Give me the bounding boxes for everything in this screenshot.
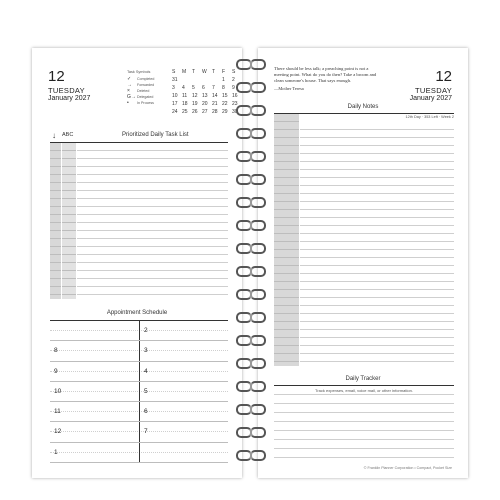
weekday: TUESDAY <box>48 86 85 95</box>
legend-title: Task Symbols <box>127 70 151 74</box>
calendar-weekday: W <box>202 69 207 75</box>
appointment-row[interactable] <box>50 443 228 463</box>
column-divider <box>139 321 140 340</box>
daily-tracker-area[interactable] <box>274 385 454 466</box>
calendar-day: 2 <box>232 77 235 83</box>
appointment-row[interactable] <box>50 422 228 442</box>
calendar-day: 1 <box>222 77 225 83</box>
column-divider <box>139 382 140 401</box>
calendar-day: 5 <box>192 85 195 91</box>
legend-label: Delegated <box>137 95 154 99</box>
daily-notes-title: Daily Notes <box>347 104 379 110</box>
calendar-weekday: T <box>212 69 216 75</box>
spiral-ring <box>234 127 266 137</box>
calendar-day: 22 <box>222 101 228 107</box>
cross-icon: × <box>127 88 130 94</box>
hour-label: 11 <box>54 408 61 416</box>
calendar-day: 18 <box>182 101 188 107</box>
weekday: TUESDAY <box>415 86 452 95</box>
right-planner-page <box>258 48 468 478</box>
quote-text: There should be less talk; a preaching point is not a meeting point. What do you do then? Take a broom and clean someone's house. That says enough. <box>274 66 377 83</box>
appointment-row[interactable] <box>50 402 228 422</box>
spiral-ring <box>234 219 266 229</box>
calendar-day: 6 <box>202 85 205 91</box>
spiral-ring <box>234 58 266 68</box>
column-divider <box>139 341 140 360</box>
calendar-day: 25 <box>182 109 188 115</box>
calendar-day <box>182 76 192 84</box>
calendar-week <box>172 100 242 108</box>
calendar-day: 9 <box>232 85 235 91</box>
calendar-day: 17 <box>172 101 178 107</box>
calendar-day: 4 <box>182 85 185 91</box>
calendar-day: 26 <box>192 109 198 115</box>
column-divider <box>139 443 140 462</box>
arrow-right-icon: → <box>127 82 132 88</box>
calendar-day: 10 <box>172 93 178 99</box>
day-number: 12 <box>48 68 65 85</box>
day-number: 12 <box>435 68 452 85</box>
task-list-area[interactable] <box>50 142 228 301</box>
spiral-ring <box>234 426 266 436</box>
priority-abc-label: ABC <box>62 132 74 138</box>
calendar-weekday: F <box>222 69 226 75</box>
calendar-day <box>202 76 212 84</box>
calendar-weekday: S <box>232 69 236 75</box>
delegate-icon: G→ <box>127 94 136 100</box>
calendar-day: 20 <box>202 101 208 107</box>
legend-label: Deleted <box>137 89 150 93</box>
appointment-schedule[interactable] <box>50 320 228 463</box>
daily-notes-area[interactable] <box>274 113 454 366</box>
spiral-ring <box>234 311 266 321</box>
calendar-day: 12 <box>192 93 198 99</box>
hour-label: 12 <box>54 428 62 436</box>
column-divider <box>139 422 140 441</box>
calendar-weekday: M <box>182 69 187 75</box>
spiral-ring <box>234 196 266 206</box>
hour-label: 4 <box>144 367 148 375</box>
calendar-day: 16 <box>232 93 238 99</box>
left-planner-page <box>32 48 242 478</box>
spiral-ring <box>234 449 266 459</box>
daily-tracker-title: Daily Tracker <box>345 376 381 382</box>
calendar-day: 14 <box>212 93 218 99</box>
spiral-ring <box>234 265 266 275</box>
task-symbols-legend <box>127 70 173 106</box>
spiral-ring <box>234 150 266 160</box>
hour-label: 2 <box>144 327 148 334</box>
dot-icon: • <box>127 100 129 106</box>
month-year: January 2027 <box>48 95 91 102</box>
calendar-day: 29 <box>222 109 228 115</box>
calendar-day: 11 <box>182 93 188 99</box>
calendar-weekday: S <box>172 69 176 75</box>
calendar-day <box>212 76 222 84</box>
calendar-week <box>172 92 242 100</box>
quote-author: —Mother Teresa <box>274 86 304 91</box>
spiral-ring <box>234 403 266 413</box>
priority-column <box>62 143 76 299</box>
appointment-schedule-title: Appointment Schedule <box>106 310 168 316</box>
calendar-week <box>172 108 242 116</box>
calendar-week <box>172 76 242 84</box>
daily-quote <box>274 66 382 92</box>
tracker-instructions: Track expenses, email, voice mail, or other information. <box>274 388 454 393</box>
column-divider <box>139 402 140 421</box>
day-info: 12th Day · 353 Left · Week 2 <box>405 115 454 119</box>
calendar-day: 19 <box>192 101 198 107</box>
calendar-day: 23 <box>232 101 238 107</box>
spiral-ring <box>234 334 266 344</box>
hour-label: 3 <box>144 347 148 355</box>
calendar-day: 21 <box>212 101 218 107</box>
legend-label: Forwarded <box>137 83 155 87</box>
calendar-day: 31 <box>172 77 178 83</box>
calendar-weekday: T <box>192 69 196 75</box>
appointment-row[interactable] <box>50 341 228 361</box>
spiral-ring <box>234 357 266 367</box>
spiral-ring <box>234 242 266 252</box>
spiral-binding <box>234 58 266 478</box>
hour-label: 1 <box>54 448 58 456</box>
calendar-day: 13 <box>202 93 208 99</box>
copyright-footer: © Franklin Planner Corporation • Compact, Pocket Size <box>363 466 452 470</box>
notes-margin-column <box>274 114 299 366</box>
appointment-row[interactable] <box>50 362 228 382</box>
calendar-day: 8 <box>222 85 225 91</box>
spiral-ring <box>234 81 266 91</box>
month-year: January 2027 <box>409 95 452 102</box>
appointment-row[interactable] <box>50 382 228 402</box>
calendar-day: 3 <box>172 85 175 91</box>
arrow-down-icon: ↓ <box>52 131 56 140</box>
legend-label: Completed <box>137 77 155 81</box>
legend-row <box>127 100 173 106</box>
calendar-day: 28 <box>212 109 218 115</box>
hour-label: 5 <box>144 387 148 395</box>
hour-label: 6 <box>144 408 148 416</box>
task-list-title: Prioritized Daily Task List <box>122 132 189 138</box>
spiral-ring <box>234 173 266 183</box>
hour-label: 8 <box>54 347 58 355</box>
check-icon: ✓ <box>127 76 132 82</box>
column-divider <box>139 362 140 381</box>
spiral-ring <box>234 380 266 390</box>
task-list-header <box>48 132 228 140</box>
task-lines[interactable] <box>77 143 228 299</box>
hour-label: 9 <box>54 367 58 375</box>
hour-label: 10 <box>54 387 62 395</box>
calendar-day: 24 <box>172 109 178 115</box>
legend-label: In Process <box>137 101 154 105</box>
calendar-day: 15 <box>222 93 228 99</box>
hour-label: 7 <box>144 428 148 436</box>
calendar-header-row <box>172 68 242 76</box>
status-column <box>50 143 62 299</box>
calendar-day: 7 <box>212 85 215 91</box>
notes-lines[interactable] <box>300 122 454 366</box>
spiral-ring <box>234 104 266 114</box>
calendar-day <box>192 76 202 84</box>
spiral-ring <box>234 288 266 298</box>
mini-calendar <box>172 68 242 116</box>
calendar-day: 30 <box>232 109 238 115</box>
calendar-week <box>172 84 242 92</box>
appointment-row[interactable] <box>50 321 228 341</box>
calendar-day: 27 <box>202 109 208 115</box>
